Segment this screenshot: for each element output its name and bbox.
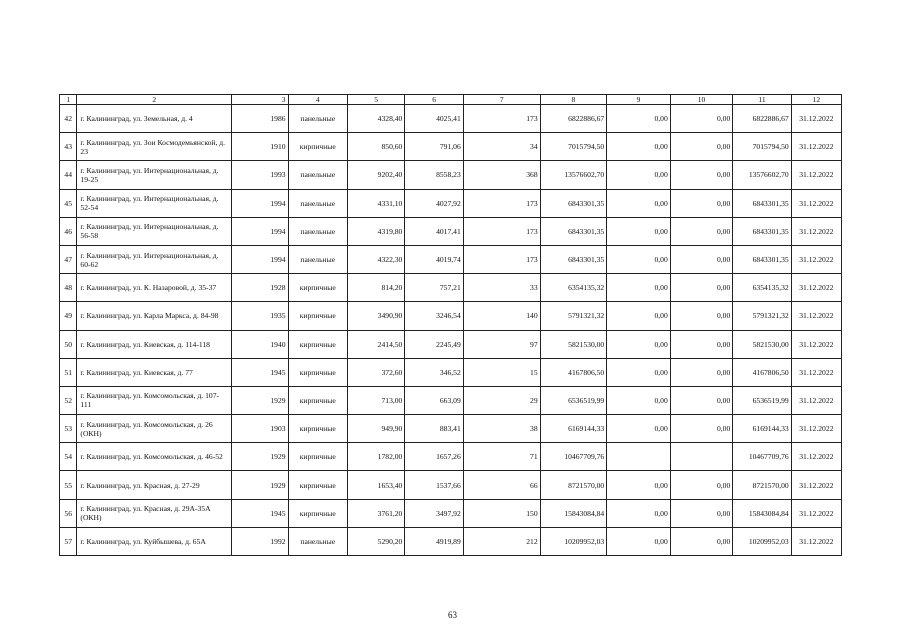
area-total-cell: 3761,20 [347,499,404,527]
area-total-cell: 1782,00 [347,443,404,471]
residents-cell: 150 [463,499,540,527]
data-table [59,94,842,556]
column-header: 9 [607,95,671,105]
cost-cell-3: 0,00 [670,302,733,330]
column-header: 10 [670,95,733,105]
column-header: 4 [288,95,347,105]
cost-cell-2: 0,00 [607,386,671,414]
row-number: 55 [60,471,77,499]
cost-cell-3: 0,00 [670,189,733,217]
area-total-cell: 949,90 [347,415,404,443]
header-row [60,95,842,105]
date-cell: 31.12.2022 [791,415,841,443]
row-number: 47 [60,245,77,273]
date-cell: 31.12.2022 [791,245,841,273]
cost-cell: 10467709,76 [540,443,607,471]
address-cell: г. Калининград, ул. Комсомольская, д. 26 (ОКН) [77,415,232,443]
date-cell: 31.12.2022 [791,386,841,414]
area-total-cell: 1653,40 [347,471,404,499]
area-living-cell: 4919,89 [405,527,463,555]
table-row [60,386,842,414]
address-cell: г. Калининград, ул. Интернациональная, д. 19-25 [77,161,232,189]
row-number: 46 [60,217,77,245]
date-cell: 31.12.2022 [791,443,841,471]
address-cell: г. Калининград, ул. Красная, д. 29А-35А (ОКН) [77,499,232,527]
residents-cell: 29 [463,386,540,414]
material-cell: кирпичные [288,133,347,161]
row-number: 44 [60,161,77,189]
residents-cell: 34 [463,133,540,161]
year-cell: 1945 [232,358,288,386]
year-cell: 1928 [232,274,288,302]
year-cell: 1940 [232,330,288,358]
cost-cell-2: 0,00 [607,471,671,499]
column-header: 12 [791,95,841,105]
column-header: 8 [540,95,607,105]
cost-cell-3 [670,443,733,471]
year-cell: 1945 [232,499,288,527]
row-number: 49 [60,302,77,330]
address-cell: г. Калининград, ул. Куйбышева, д. 65А [77,527,232,555]
table-row [60,527,842,555]
cost-cell: 5791321,32 [540,302,607,330]
date-cell: 31.12.2022 [791,499,841,527]
cost-cell: 6354135,32 [540,274,607,302]
cost-cell-2: 0,00 [607,274,671,302]
cost-cell-3: 0,00 [670,217,733,245]
cost-total-cell: 8721570,00 [733,471,791,499]
area-living-cell: 3497,92 [405,499,463,527]
area-living-cell: 4019,74 [405,245,463,273]
residents-cell: 33 [463,274,540,302]
cost-cell-2: 0,00 [607,358,671,386]
area-living-cell: 4017,41 [405,217,463,245]
year-cell: 1935 [232,302,288,330]
cost-cell: 6536519,99 [540,386,607,414]
area-living-cell: 663,09 [405,386,463,414]
address-cell: г. Калининград, ул. Красная, д. 27-29 [77,471,232,499]
cost-cell-3: 0,00 [670,330,733,358]
cost-cell: 5821530,00 [540,330,607,358]
residents-cell: 140 [463,302,540,330]
year-cell: 1992 [232,527,288,555]
cost-cell-3: 0,00 [670,161,733,189]
table-row [60,161,842,189]
table-row [60,415,842,443]
table-row [60,105,842,133]
material-cell: кирпичные [288,302,347,330]
year-cell: 1929 [232,443,288,471]
material-cell: кирпичные [288,274,347,302]
column-header: 6 [405,95,463,105]
residents-cell: 173 [463,189,540,217]
material-cell: кирпичные [288,330,347,358]
residents-cell: 66 [463,471,540,499]
table-row [60,274,842,302]
address-cell: г. Калининград, ул. Карла Маркса, д. 84-98 [77,302,232,330]
table-body [60,105,842,556]
date-cell: 31.12.2022 [791,105,841,133]
address-cell: г. Калининград, ул. Киевская, д. 114-118 [77,330,232,358]
row-number: 54 [60,443,77,471]
date-cell: 31.12.2022 [791,189,841,217]
column-header: 5 [347,95,404,105]
cost-total-cell: 6822886,67 [733,105,791,133]
material-cell: панельные [288,105,347,133]
area-total-cell: 3490,90 [347,302,404,330]
cost-total-cell: 6169144,33 [733,415,791,443]
cost-total-cell: 10209952,03 [733,527,791,555]
residents-cell: 173 [463,245,540,273]
area-total-cell: 814,20 [347,274,404,302]
row-number: 52 [60,386,77,414]
area-total-cell: 2414,50 [347,330,404,358]
row-number: 43 [60,133,77,161]
table-row [60,245,842,273]
page-number: 63 [448,610,457,620]
area-living-cell: 346,52 [405,358,463,386]
address-cell: г. Калининград, ул. К. Назаровой, д. 35-37 [77,274,232,302]
cost-cell-3: 0,00 [670,105,733,133]
cost-cell-2: 0,00 [607,415,671,443]
cost-cell-2: 0,00 [607,302,671,330]
cost-cell-3: 0,00 [670,133,733,161]
area-total-cell: 4322,30 [347,245,404,273]
material-cell: кирпичные [288,471,347,499]
cost-cell: 15843084,84 [540,499,607,527]
area-total-cell: 850,60 [347,133,404,161]
cost-total-cell: 6354135,32 [733,274,791,302]
column-header: 1 [60,95,77,105]
area-living-cell: 4025,41 [405,105,463,133]
area-total-cell: 9202,40 [347,161,404,189]
column-header: 7 [463,95,540,105]
area-living-cell: 791,06 [405,133,463,161]
area-living-cell: 8558,23 [405,161,463,189]
cost-cell-2: 0,00 [607,161,671,189]
cost-cell-2: 0,00 [607,330,671,358]
cost-total-cell: 5791321,32 [733,302,791,330]
cost-cell: 4167806,50 [540,358,607,386]
address-cell: г. Калининград, ул. Земельная, д. 4 [77,105,232,133]
year-cell: 1986 [232,105,288,133]
date-cell: 31.12.2022 [791,330,841,358]
table-row [60,330,842,358]
table-row [60,189,842,217]
cost-total-cell: 5821530,00 [733,330,791,358]
residents-cell: 15 [463,358,540,386]
year-cell: 1929 [232,471,288,499]
year-cell: 1994 [232,245,288,273]
residents-cell: 212 [463,527,540,555]
cost-cell: 6843301,35 [540,245,607,273]
material-cell: панельные [288,245,347,273]
row-number: 56 [60,499,77,527]
table-row [60,302,842,330]
year-cell: 1993 [232,161,288,189]
column-header: 11 [733,95,791,105]
material-cell: панельные [288,217,347,245]
cost-cell: 7015794,50 [540,133,607,161]
cost-total-cell: 13576602,70 [733,161,791,189]
address-cell: г. Калининград, ул. Комсомольская, д. 107-111 [77,386,232,414]
cost-cell-2: 0,00 [607,527,671,555]
cost-cell: 6822886,67 [540,105,607,133]
cost-cell: 8721570,00 [540,471,607,499]
cost-total-cell: 6843301,35 [733,189,791,217]
cost-cell-2 [607,443,671,471]
cost-cell-3: 0,00 [670,471,733,499]
material-cell: кирпичные [288,443,347,471]
table-row [60,217,842,245]
area-total-cell: 5290,20 [347,527,404,555]
address-cell: г. Калининград, ул. Интернациональная, д. 56-58 [77,217,232,245]
cost-total-cell: 6843301,35 [733,245,791,273]
date-cell: 31.12.2022 [791,274,841,302]
cost-cell-3: 0,00 [670,386,733,414]
row-number: 51 [60,358,77,386]
date-cell: 31.12.2022 [791,358,841,386]
material-cell: кирпичные [288,386,347,414]
cost-cell-3: 0,00 [670,245,733,273]
material-cell: панельные [288,527,347,555]
row-number: 57 [60,527,77,555]
cost-cell: 6843301,35 [540,189,607,217]
address-cell: г. Калининград, ул. Интернациональная, д. 52-54 [77,189,232,217]
address-cell: г. Калининград, ул. Киевская, д. 77 [77,358,232,386]
table-row [60,133,842,161]
area-total-cell: 4328,40 [347,105,404,133]
residents-cell: 97 [463,330,540,358]
table-row [60,443,842,471]
cost-total-cell: 4167806,50 [733,358,791,386]
column-header: 3 [232,95,288,105]
material-cell: кирпичные [288,358,347,386]
cost-total-cell: 6536519,99 [733,386,791,414]
table-row [60,499,842,527]
area-living-cell: 883,41 [405,415,463,443]
row-number: 48 [60,274,77,302]
date-cell: 31.12.2022 [791,471,841,499]
table-row [60,358,842,386]
year-cell: 1994 [232,189,288,217]
residents-cell: 173 [463,105,540,133]
area-living-cell: 1537,66 [405,471,463,499]
area-living-cell: 2245,49 [405,330,463,358]
date-cell: 31.12.2022 [791,217,841,245]
year-cell: 1910 [232,133,288,161]
residents-cell: 38 [463,415,540,443]
material-cell: панельные [288,189,347,217]
area-total-cell: 4331,10 [347,189,404,217]
area-living-cell: 1657,26 [405,443,463,471]
cost-cell: 13576602,70 [540,161,607,189]
date-cell: 31.12.2022 [791,161,841,189]
date-cell: 31.12.2022 [791,527,841,555]
area-total-cell: 4319,80 [347,217,404,245]
area-living-cell: 3246,54 [405,302,463,330]
area-living-cell: 757,21 [405,274,463,302]
area-living-cell: 4027,92 [405,189,463,217]
cost-cell-3: 0,00 [670,358,733,386]
cost-cell-3: 0,00 [670,499,733,527]
address-cell: г. Калининград, ул. Интернациональная, д. 60-62 [77,245,232,273]
cost-cell-2: 0,00 [607,217,671,245]
area-total-cell: 372,60 [347,358,404,386]
cost-cell: 6169144,33 [540,415,607,443]
material-cell: кирпичные [288,415,347,443]
address-cell: г. Калининград, ул. Зои Космодемьянской, д. 23 [77,133,232,161]
cost-cell-2: 0,00 [607,105,671,133]
row-number: 42 [60,105,77,133]
row-number: 45 [60,189,77,217]
area-total-cell: 713,00 [347,386,404,414]
date-cell: 31.12.2022 [791,302,841,330]
cost-total-cell: 7015794,50 [733,133,791,161]
cost-cell-3: 0,00 [670,527,733,555]
material-cell: кирпичные [288,499,347,527]
cost-total-cell: 6843301,35 [733,217,791,245]
cost-cell-3: 0,00 [670,415,733,443]
residents-cell: 173 [463,217,540,245]
cost-cell-2: 0,00 [607,245,671,273]
date-cell: 31.12.2022 [791,133,841,161]
year-cell: 1903 [232,415,288,443]
address-cell: г. Калининград, ул. Комсомольская, д. 46-52 [77,443,232,471]
cost-cell-2: 0,00 [607,189,671,217]
year-cell: 1994 [232,217,288,245]
table-row [60,471,842,499]
cost-cell-3: 0,00 [670,274,733,302]
cost-total-cell: 10467709,76 [733,443,791,471]
row-number: 50 [60,330,77,358]
cost-cell: 6843301,35 [540,217,607,245]
cost-cell-2: 0,00 [607,133,671,161]
residents-cell: 71 [463,443,540,471]
row-number: 53 [60,415,77,443]
year-cell: 1929 [232,386,288,414]
cost-cell-2: 0,00 [607,499,671,527]
column-header: 2 [77,95,232,105]
cost-total-cell: 15843084,84 [733,499,791,527]
material-cell: панельные [288,161,347,189]
cost-cell: 10209952,03 [540,527,607,555]
residents-cell: 368 [463,161,540,189]
